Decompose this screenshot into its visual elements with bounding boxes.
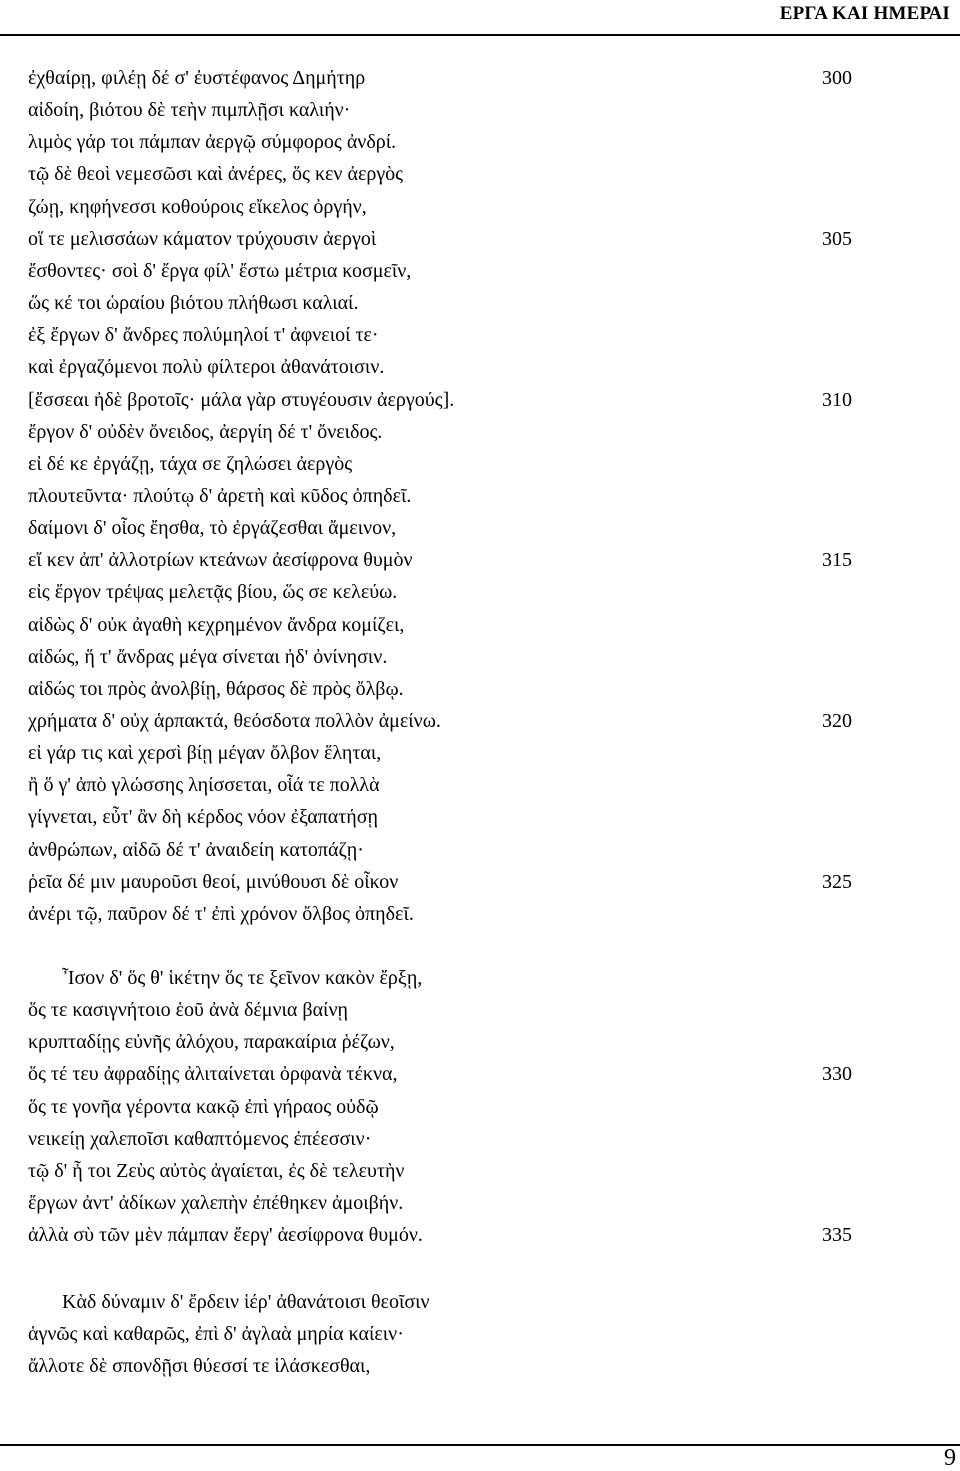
footer-rule	[0, 1444, 960, 1446]
verse-line: λιμὸς γάρ τοι πάμπαν ἀεργῷ σύμφορος ἀνδρί.	[28, 131, 397, 153]
verse-line: δαίμονι δ' οἷος ἔησθα, τὸ ἐργάζεσθαι ἄμεινον,	[28, 517, 397, 539]
verse-line: οἵ τε μελισσάων κάματον τρύχουσιν ἀεργοὶ	[28, 228, 377, 250]
verse-line: κρυπταδίῃς εὐνῆς ἀλόχου, παρακαίρια ῥέζων,	[28, 1031, 395, 1053]
verse-line: ἔργων ἀντ' ἀδίκων χαλεπὴν ἐπέθηκεν ἀμοιβήν.	[28, 1192, 404, 1214]
verse-line: ἀλλὰ σὺ τῶν μὲν πάμπαν ἔεργ' ἀεσίφρονα θυμόν.	[28, 1224, 423, 1246]
verse-line: ὅς τέ τευ ἀφραδίῃς ἀλιταίνεται ὀρφανὰ τέκνα,	[28, 1063, 398, 1085]
verse-line: καὶ ἐργαζόμενοι πολὺ φίλτεροι ἀθανάτοισιν.	[28, 356, 385, 378]
verse-line: χρήματα δ' οὐχ ἁρπακτά, θεόσδοτα πολλὸν ἀμείνω.	[28, 710, 441, 732]
line-number: 300	[822, 67, 852, 89]
verse-line: ἀνθρώπων, αἰδῶ δέ τ' ἀναιδείη κατοπάζῃ·	[28, 839, 364, 861]
verse-line: εἴ κεν ἀπ' ἀλλοτρίων κτεάνων ἀεσίφρονα θυμὸν	[28, 549, 413, 571]
verse-line: ἐχθαίρῃ, φιλέῃ δέ σ' ἐυστέφανος Δημήτηρ	[28, 67, 366, 89]
line-number: 330	[822, 1063, 852, 1085]
running-header-title: ΕΡΓΑ ΚΑΙ ΗΜΕΡΑΙ	[779, 3, 950, 24]
verse-line: πλουτεῦντα· πλούτῳ δ' ἀρετὴ καὶ κῦδος ὀπηδεῖ.	[28, 485, 412, 507]
verse-line: νεικείῃ χαλεποῖσι καθαπτόμενος ἐπέεσσιν·	[28, 1128, 372, 1150]
page-number: 9	[944, 1445, 956, 1471]
line-number: 315	[822, 549, 852, 571]
verse-line: ὅς τε κασιγνήτοιο ἑοῦ ἀνὰ δέμνια βαίνῃ	[28, 999, 348, 1021]
verse-line: αἰδὼς δ' οὐκ ἀγαθὴ κεχρημένον ἄνδρα κομίζει,	[28, 614, 405, 636]
verse-line: αἰδώς τοι πρὸς ἀνολβίῃ, θάρσος δὲ πρὸς ὄλβῳ.	[28, 678, 404, 700]
verse-line: ἢ ὅ γ' ἀπὸ γλώσσης ληίσσεται, οἷά τε πολλὰ	[28, 774, 380, 796]
verse-line: [ἔσσεαι ἠδὲ βροτοῖς· μάλα γὰρ στυγέουσιν ἀεργούς].	[28, 389, 455, 411]
line-number: 325	[822, 871, 852, 893]
verse-line: ἀνέρι τῷ, παῦρον δέ τ' ἐπὶ χρόνον ὄλβος ὀπηδεῖ.	[28, 903, 414, 925]
line-number: 320	[822, 710, 852, 732]
verse-line: ἄλλοτε δὲ σπονδῇσι θύεσσί τε ἱλάσκεσθαι,	[28, 1355, 371, 1377]
verse-line: αἰδοίη, βιότου δὲ τεὴν πιμπλῇσι καλιήν·	[28, 99, 351, 121]
verse-line: ζώῃ, κηφήνεσσι κοθούροις εἴκελος ὀργήν,	[28, 196, 367, 218]
verse-line: εἰ γάρ τις καὶ χερσὶ βίῃ μέγαν ὄλβον ἕληται,	[28, 742, 382, 764]
verse-line: Ἶσον δ' ὅς θ' ἱκέτην ὅς τε ξεῖνον κακὸν ἔρξῃ,	[62, 967, 423, 989]
verse-line: εἰ δέ κε ἐργάζῃ, τάχα σε ζηλώσει ἀεργὸς	[28, 453, 353, 475]
verse-line: ἔργον δ' οὐδὲν ὄνειδος, ἀεργίη δέ τ' ὄνειδος.	[28, 421, 383, 443]
line-number: 305	[822, 228, 852, 250]
verse-line: ἁγνῶς καὶ καθαρῶς, ἐπὶ δ' ἀγλαὰ μηρία καίειν·	[28, 1323, 404, 1345]
line-number: 310	[822, 389, 852, 411]
verse-line: εἰς ἔργον τρέψας μελετᾷς βίου, ὥς σε κελεύω.	[28, 581, 398, 603]
verse-line: τῷ δ' ἦ τοι Ζεὺς αὐτὸς ἀγαίεται, ἐς δὲ τελευτὴν	[28, 1160, 405, 1182]
verse-line: Κὰδ δύναμιν δ' ἔρδειν ἱέρ' ἀθανάτοισι θεοῖσιν	[62, 1291, 430, 1313]
verse-line: ἐξ ἔργων δ' ἄνδρες πολύμηλοί τ' ἀφνειοί τε·	[28, 324, 379, 346]
verse-line: τῷ δὲ θεοὶ νεμεσῶσι καὶ ἀνέρες, ὅς κεν ἀεργὸς	[28, 163, 404, 185]
verse-line: ὥς κέ τοι ὡραίου βιότου πλήθωσι καλιαί.	[28, 292, 359, 314]
verse-line: ἔσθοντες· σοὶ δ' ἔργα φίλ' ἔστω μέτρια κοσμεῖν,	[28, 260, 412, 282]
verse-line: γίγνεται, εὖτ' ἂν δὴ κέρδος νόον ἐξαπατήσῃ	[28, 806, 378, 828]
verse-line: ὅς τε γονῆα γέροντα κακῷ ἐπὶ γήραος οὐδῷ	[28, 1096, 379, 1118]
line-number: 335	[822, 1224, 852, 1246]
verse-line: αἰδώς, ἥ τ' ἄνδρας μέγα σίνεται ἠδ' ὀνίνησιν.	[28, 646, 388, 668]
verse-line: ῥεῖα δέ μιν μαυροῦσι θεοί, μινύθουσι δὲ οἶκον	[28, 871, 399, 893]
header-rule	[0, 34, 960, 36]
